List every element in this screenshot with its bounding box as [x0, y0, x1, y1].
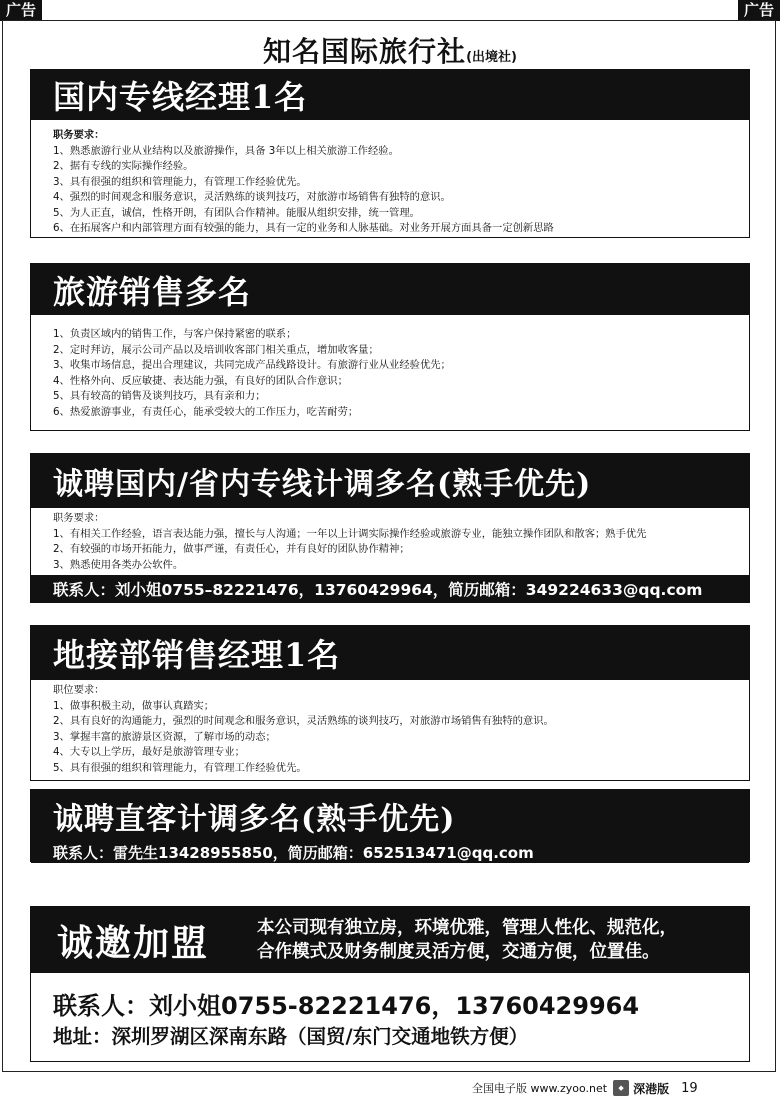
page-title — [0, 30, 780, 70]
requirement-item: 5、为人正直，诚信，性格开朗，有团队合作精神。能服从组织安排，统一管理。 — [53, 206, 420, 219]
requirement-item: 2、具有良好的沟通能力，强烈的时间观念和服务意识，灵活熟练的谈判技巧，对旅游市场销售有独特的意识。 — [53, 715, 554, 727]
requirement-item: 3、掌握丰富的旅游景区资源，了解市场的动态； — [53, 730, 276, 743]
contact-bar: 联系人：雷先生13428955850，简历邮箱：652513471@qq.com — [31, 842, 749, 863]
page-footer — [472, 1080, 698, 1096]
requirement-item: 4、大专以上学历，最好是旅游管理专业； — [53, 746, 245, 758]
publisher-logo-icon: ◆ — [613, 1080, 629, 1096]
franchise-description — [257, 916, 677, 964]
section-title: 国内专线经理1名 — [31, 70, 749, 120]
page-number: 19 — [681, 1080, 698, 1096]
requirement-item: 1、有相关工作经验，语言表达能力强，擅长与人沟通；一年以上计调实际操作经验或旅游专业，能独立操作团队和散客；熟手优先 — [53, 527, 647, 540]
job-section-tour-sales — [30, 263, 750, 431]
requirement-item: 1、做事积极主动，做事认真踏实； — [53, 699, 215, 712]
ad-tag-right: 广告 — [738, 0, 780, 21]
ad-tag-left: 广告 — [0, 0, 42, 21]
company-note: (出境社) — [466, 50, 517, 65]
franchise-desc-line: 本公司现有独立房，环境优雅，管理人性化、规范化， — [257, 918, 677, 938]
franchise-title: 诚邀加盟 — [57, 921, 210, 964]
franchise-address: 地址：深圳罗湖区深南东路（国贸/东门交通地铁方便） — [53, 1025, 529, 1048]
requirement-item: 6、在拓展客户和内部管理方面有较强的能力，具有一定的业务和人脉基础。对业务开展方面具备一定创新思路 — [53, 222, 554, 234]
requirement-item: 4、性格外向、反应敏捷、表达能力强，有良好的团队合作意识； — [53, 374, 348, 387]
footer-edition: 深港版 — [633, 1081, 670, 1096]
job-section-ground-sales-manager — [30, 625, 750, 781]
requirement-item: 5、具有较高的销售及谈判技巧，具有亲和力； — [53, 390, 266, 402]
section-title: 诚聘国内/省内专线计调多名(熟手优先) — [31, 454, 749, 508]
job-section-domestic-manager — [30, 69, 750, 238]
section-body — [31, 508, 749, 575]
franchise-block — [30, 906, 750, 1062]
section-body — [31, 120, 749, 237]
franchise-contact: 联系人：刘小姐0755-82221476，13760429964 — [53, 992, 640, 1020]
section-title: 地接部销售经理1名 — [31, 626, 749, 680]
requirement-item: 5、具有很强的组织和管理能力，有管理工作经验优先。 — [53, 761, 307, 774]
section-body — [31, 315, 749, 420]
franchise-header — [31, 907, 749, 973]
requirement-item: 1、熟悉旅游行业从业结构以及旅游操作，具备 3年以上相关旅游工作经验。 — [53, 144, 399, 157]
requirement-item: 3、收集市场信息，提出合理建议，共同完成产品线路设计。有旅游行业从业经验优先； — [53, 359, 451, 371]
company-name: 知名国际旅行社 — [263, 35, 467, 68]
requirements-heading: 职位要求： — [53, 684, 105, 696]
section-title: 旅游销售多名 — [31, 264, 749, 315]
requirement-item: 1、负责区域内的销售工作，与客户保持紧密的联系； — [53, 328, 297, 340]
requirement-item: 2、据有专线的实际操作经验。 — [53, 160, 194, 172]
job-section-route-operator — [30, 453, 750, 603]
requirement-item: 4、强烈的时间观念和服务意识，灵活熟练的谈判技巧，对旅游市场销售有独特的意识。 — [53, 191, 451, 203]
requirement-item: 3、熟悉使用各类办公软件。 — [53, 558, 184, 571]
section-body — [31, 680, 749, 776]
contact-bar: 联系人：刘小姐0755–82221476，13760429964，简历邮箱：349224633@qq.com — [31, 575, 749, 602]
requirements-heading: 职务要求： — [53, 129, 105, 141]
requirement-item: 2、定时拜访，展示公司产品以及培训收客部门相关重点，增加收客量； — [53, 343, 379, 356]
job-section-direct-client-operator — [30, 789, 750, 862]
requirements-heading: 职务要求： — [53, 512, 105, 524]
footer-site: 全国电子版 www.zyoo.net — [472, 1082, 608, 1095]
franchise-desc-line: 合作模式及财务制度灵活方便，交通方便，位置佳。 — [257, 942, 660, 962]
requirement-item: 2、有较强的市场开拓能力，做事严谨，有责任心，并有良好的团队协作精神； — [53, 543, 410, 555]
requirement-item: 3、具有很强的组织和管理能力，有管理工作经验优先。 — [53, 175, 307, 188]
requirement-item: 6、热爱旅游事业，有责任心，能承受较大的工作压力，吃苦耐劳； — [53, 405, 359, 418]
section-title: 诚聘直客计调多名(熟手优先) — [31, 790, 749, 842]
